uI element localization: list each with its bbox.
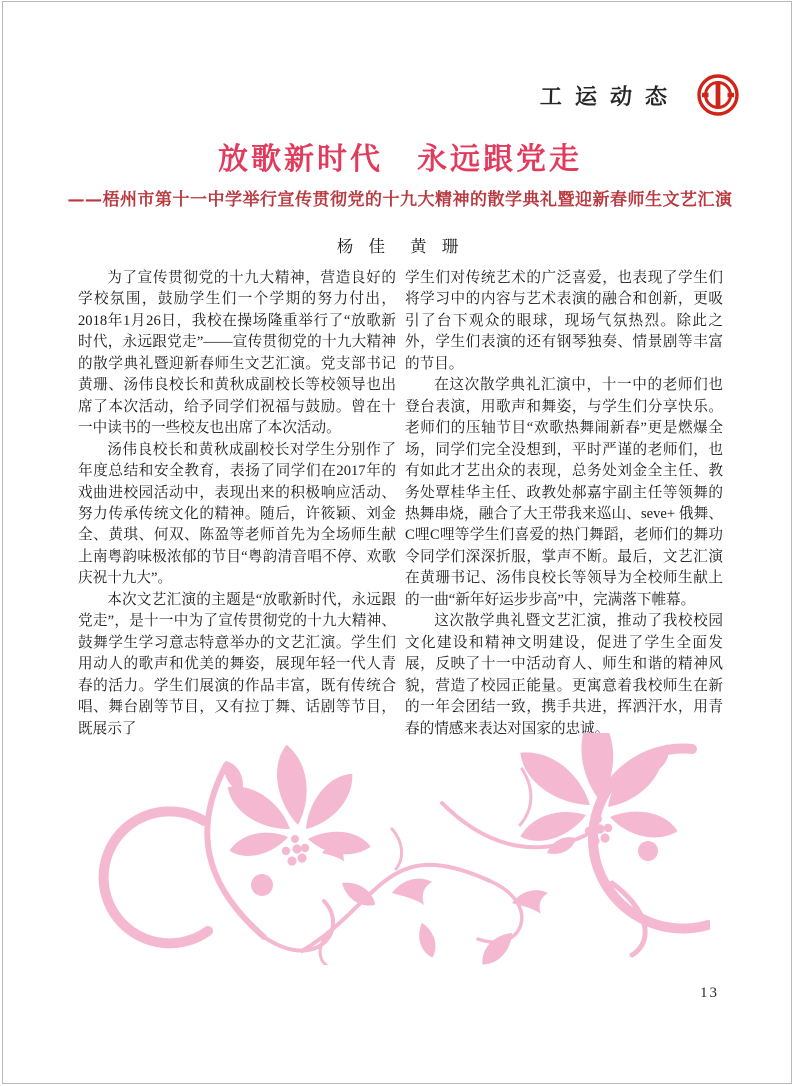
title-part-2: 永远跟党走 [417,142,582,177]
paragraph-3-continued: 学生们对传统艺术的广泛喜爱，也表现了学生们将学习中的内容与艺术表演的融合和创新，更吸引了台下观众的眼球，现场气氛热烈。除此之外，学生们表演的还有钢琴独奏、情景剧等丰富的节目。 [405,270,723,372]
masthead-title: 工运动态 [539,83,681,110]
article-authors [0,233,800,257]
page-title [0,141,800,178]
trade-union-emblem-icon [696,73,740,117]
paragraph-2: 汤伟良校长和黄秋成副校长对学生分别作了年度总结和安全教育，表扬了同学们在2017年的戏曲进校园活动中，表现出来的积极响应活动、努力传承传统文化的精神。随后，许筱颖、刘金全、黄琪、何双、陈盈等老师首先为全场师生献上南粤韵味极浓郁的节目“粤韵清音唱不停、欢歌庆祝十九大”。 [78,441,396,587]
page-number: 13 [700,985,719,1001]
body-column-right [405,268,723,740]
paragraph-3: 本次文艺汇演的主题是“放歌新时代，永远跟党走”，是十一中为了宣传贯彻党的十九大精神、鼓舞学生学习意志特意举办的文艺汇演。学生们用动人的歌声和优美的舞姿，展现年轻一代人青春的活力。学生们展演的作品丰富，既有传统合唱、舞台剧等节目，又有拉丁舞、话剧等节目，既展示了 [78,591,396,737]
body-column-left [78,268,396,740]
author-1: 杨 佳 [336,237,390,256]
paragraph-1: 为了宣传贯彻党的十九大精神，营造良好的学校氛围，鼓励学生们一个学期的努力付出，2018年1月26日，我校在操场隆重举行了“放歌新时代，永远跟党走”——宣传贯彻党的十九大精神的散学典礼暨迎新春师生文艺汇演。党支部书记黄珊、汤伟良校长和黄秋成副校长等校领导也出席了本次活动，给予同学们祝福与鼓励。曾在十一中读书的一些校友也出席了本次活动。 [78,270,396,437]
paragraph-5: 这次散学典礼暨文艺汇演，推动了我校校园文化建设和精神文明建设，促进了学生全面发展，反映了十一中活动育人、师生和谐的精神风貌，营造了校园正能量。更寓意着我校师生在新的一年会团结一致，携手共进，挥洒汗水，用青春的情感来表达对国家的忠诚。 [405,613,723,737]
paragraph-4: 在这次散学典礼汇演中，十一中的老师们也登台表演，用歌声和舞姿，与学生们分享快乐。老师们的压轴节目“欢歌热舞闹新春”更是燃爆全场，同学们完全没想到，平时严谨的老师们，也有如此才艺出众的表现，总务处刘金全主任、教务处覃桂华主任、政教处郝嘉宇副主任等领舞的热舞串烧，融合了大王带我来巡山、seve+ 俄舞、C哩C哩等学生们喜爱的热门舞蹈，老师们的舞功令同学们深深折服，掌声不断。最后，文艺汇演在黄珊书记、汤伟良校长等领导为全校师生献上的一曲“新年好运步步高”中，完满落下帷幕。 [405,377,723,608]
masthead [540,72,740,118]
title-part-1: 放歌新时代 [218,142,383,177]
article-subtitle: ——梧州市第十一中学举行宣传贯彻党的十九大精神的散学典礼暨迎新春师生文艺汇演 [67,190,733,210]
pink-floral-flourish [92,733,710,965]
author-2: 黄 珊 [410,237,464,256]
